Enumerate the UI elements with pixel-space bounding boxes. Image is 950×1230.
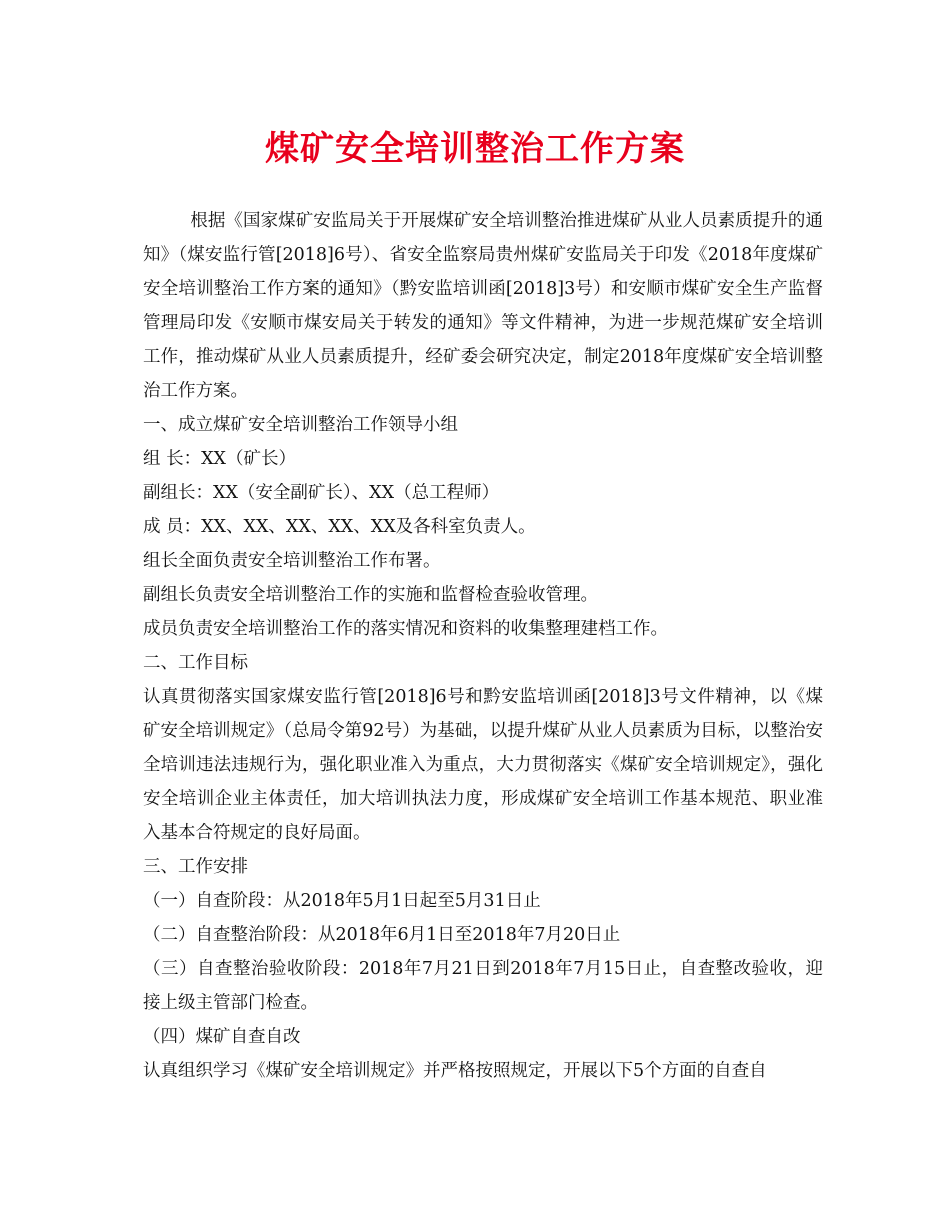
- deputy-leader-line: 副组长：XX（安全副矿长）、XX（总工程师）: [143, 483, 500, 503]
- group-leader-line: 组 长：XX（矿长）: [143, 449, 296, 469]
- phase-4-line: （四）煤矿自查自改: [143, 1027, 301, 1047]
- section-2-paragraph: 认真贯彻落实国家煤安监行管[2018]6号和黔安监培训函[2018]3号文件精神，以《煤矿安全培训规定》（总局令第92号）为基础，以提升煤矿从业人员素质为目标，以整治安全培训违法违规行为，强化职业准入为重点，大力贯彻落实《煤矿安全培训规定》，强化安全培训企业主体责任，加大培训执法力度，形成煤矿安全培训工作基本规范、职业准入基本合符规定的良好局面。: [143, 687, 823, 843]
- leader-duty-line: 组长全面负责安全培训整治工作布署。: [143, 551, 441, 571]
- section-1-heading: 一、成立煤矿安全培训整治工作领导小组: [143, 415, 458, 435]
- phase-2-line: （二）自查整治阶段：从2018年6月1日至2018年7月20日止: [143, 925, 621, 945]
- document-title: 煤矿安全培训整治工作方案: [265, 129, 685, 169]
- intro-paragraph: 根据《国家煤矿安监局关于开展煤矿安全培训整治推进煤矿从业人员素质提升的通知》（煤安监行管[2018]6号）、省安全监察局贵州煤矿安监局关于印发《2018年度煤矿安全培训整治工作方案的通知》（黔安监培训函[2018]3号）和安顺市煤矿安全生产监督管理局印发《安顺市煤安局关于转发的通知》等文件精神，为进一步规范煤矿安全培训工作，推动煤矿从业人员素质提升，经矿委会研究决定，制定2018年度煤矿安全培训整治工作方案。: [143, 211, 823, 401]
- section-3-heading: 三、工作安排: [143, 857, 248, 877]
- members-line: 成 员：XX、XX、XX、XX、XX及各科室负责人。: [143, 517, 536, 537]
- deputy-duty-line: 副组长负责安全培训整治工作的实施和监督检查验收管理。: [143, 585, 598, 605]
- members-duty-line: 成员负责安全培训整治工作的落实情况和资料的收集整理建档工作。: [143, 619, 668, 639]
- document-body: [143, 204, 823, 1088]
- phase-3-paragraph: （三）自查整治验收阶段：2018年7月21日到2018年7月15日止，自查整改验收，迎接上级主管部门检查。: [143, 959, 823, 1013]
- phase-1-line: （一）自查阶段：从2018年5月1日起至5月31日止: [143, 891, 541, 911]
- phase-4-text: 认真组织学习《煤矿安全培训规定》并严格按照规定，开展以下5个方面的自查自: [143, 1061, 767, 1081]
- section-2-heading: 二、工作目标: [143, 653, 248, 673]
